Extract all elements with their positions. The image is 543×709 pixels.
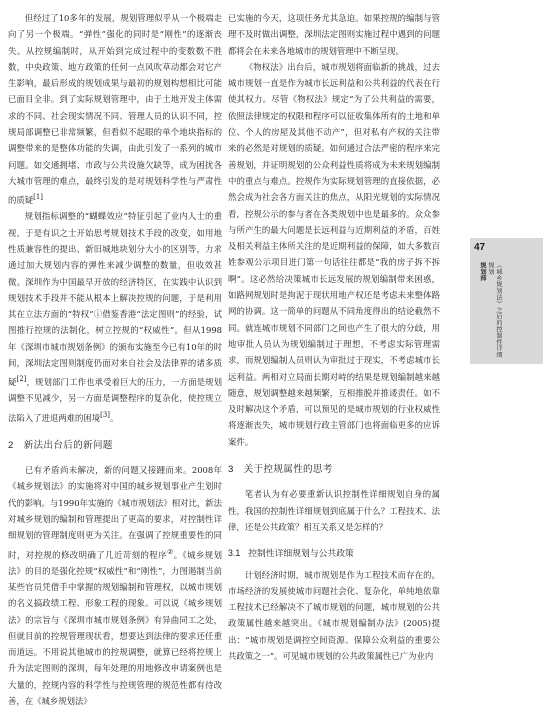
paragraph: 《物权法》出台后，城市规划将面临新的挑战，过去城市规划一直是作为城市长远利益和公共利益的代表在行使其权力。尽管《物权法》规定“为了公共利益的需要，依照法律规定的权限和程序可以征收集体所有的土地和单位、个人的房屋及其他不动产”，但对私有产权的关注带来的必然是对规划的质疑。如何通过合法严密的程序来完善规划，并证明规划的公众利益性质将成为未来规划编制中的重点与难点。控规作为实际规划管理的直接依据，必然会成为社会各方面关注的焦点，从阳光规划的实际情况看，控规公示的参与者在各类规划中也是最多的。众众参与所产生的最大问题是长远利益与近期利益的矛盾，百姓及相关利益主体所关注的是近期利益的保障，如大多数百姓参观公示项目进门第一句话往往都是“我的房子拆不拆啊”。这必然给决策城市长远发展的规划编制带来困惑，如路网规划时是拘泥于现状用地产权还是考虑未来整体路网的协调。这一简单的问题从不同角度得出的结论截然不同。就连城市规划不同部门之间也产生了很大的分歧，用地审批人员认为规划编制过于理想，不考虑实际管理需求，而规划编制人员则认为审批过于现实，不考虑城市长远利益。两相对立局面长期对峙的结果是规划编制越来越随意，规划调整越来越频繁，互相推脱并推诿责任。如不及时解决这个矛盾，可以预见的是城市规划的行业权威性将逐渐丧失，城市规划行政主管部门也将面临更多的应诉案件。 xyxy=(228,61,440,447)
footnote-marker[interactable]: ② xyxy=(166,547,174,556)
section-title: 关于控规属性的思考 xyxy=(243,464,333,476)
running-title: 《城乡规划法》之后的控制性详细规划 xyxy=(487,262,502,358)
reference-marker[interactable]: [2] xyxy=(16,375,27,384)
section-heading xyxy=(8,438,222,454)
subsection-title: 控制性详细规划与公共政策 xyxy=(248,549,354,560)
paragraph: 规划指标调整的“蝴蝶效应”特征引起了业内人士的重视，于是有识之士开始思考规划技术手段的改变，如用地性质兼容性的提出、新旧城地块划分大小的区别等，力求通过加大规划内容的弹性来减少调整的数量，但收效甚微。深圳作为中国最早开放的经济特区，在实践中认识到规划技术手段并不能从根本上解决控规的问题，于是利用其在立法方面的“特权”ⓘ借鉴香港“法定图则”的经验，试图推行控规的法制化，树立控规的“权威性”。但从1998年《深圳市城市规划条例》的颁布实施至今已有10年的时间，深圳法定图则制度仍面对来自社会及法律界的诸多质疑[2]，规划部门工作也承受着巨大的压力，一方面是规划调整不见减少，另一方面是调整程序的复杂化，使控规立法陷入了进退两难的困境[3]。 xyxy=(8,211,223,423)
section-number: 2 xyxy=(8,439,14,451)
section-heading xyxy=(228,462,440,478)
left-column xyxy=(8,10,223,707)
reference-marker[interactable]: [1] xyxy=(33,193,44,202)
paragraph: 但经过了10多年的发展，规划管理似乎从一个极端走向了另一个极端。“弹性”强化的同时是“刚性”的逐渐丧失。从控规编制时，从开始到完成过程中的变数数不胜数，中央政策、地方政策的任何一点风吹草动都会对它产生影响，最后形成的规划成果与最初的规划构想相比可能已面目全非。到了实际规划管理中，由于土地开发主体需求的不同、社会现实情况不同、管理人员的认识不同，控规局部调整已非常频繁，但看似不起眼的单个地块指标的调整带来的是整体功能的失调，由此引发了一系列的城市问题。如交通拥堵、市政与公共设施欠缺等，成为困扰各大城市管理的难点，最终引发的是对规划科学性与严肃性的质疑[1] xyxy=(8,13,222,206)
paragraph: 笔者认为有必要重新认识控制性详细规划自身的属性，我国的控制性详细规划到底属于什么？工程技术、法律，还是公共政策？相互关系又是怎样的？ xyxy=(228,489,440,532)
page-number: 47 xyxy=(474,242,486,253)
journal-title: 规划师 xyxy=(479,262,486,282)
section-number: 3 xyxy=(228,464,234,476)
paragraph: 已实施的今天，这项任务尤其急迫。如果控规的编制与管理不及时做出调整，深圳法定图则实施过程中遇到的问题都将会在未来各地城市的规划管理中不断呈现。 xyxy=(228,13,440,56)
section-title: 新法出台后的新问题 xyxy=(23,439,113,451)
reference-marker[interactable]: [3] xyxy=(100,410,111,419)
right-column xyxy=(228,10,440,694)
subsection-heading xyxy=(228,545,440,562)
paragraph: 已有矛盾尚未解决，新的问题又接踵而来。2008年《城乡规划法》的实施将对中国的城乡规划事业产生划时代的影响。与1990年实施的《城市规划法》相对比，新法对城乡规划的编制和管理提出了更高的要求，对控制性详细规划的管理制度则更为关注。在强调了控规重要性的同时，对控规的修改明确了几近苛刻的程序②。《城乡规划法》的目的是强化控规“权威性”和“刚性”，力图遏制当前某些官员凭借手中掌握的规划编制和管理权，以城市规划的名义搞政绩工程、形象工程的现象。可以说《城乡规划法》的宗旨与《深圳市城市规划条例》有异曲同工之处，但就目前的控规管理现状看，想要达到法律的要求还任重而道远。不用说其他城市的控规调整，就算已经将控规上升为法定图则的深圳，每年处理的用地修改申请案例也是大量的，控规内容的科学性与控规管理的规范性都有待改善，在《城乡规划法》 xyxy=(8,465,223,707)
subsection-number: 3.1 xyxy=(228,548,241,559)
paragraph: 计划经济时期，城市规划是作为工程技术而存在的。市场经济的发展使城市问题社会化、复杂化，单纯地依靠工程技术已经解决不了城市规划的问题，城市规划的公共政策属性越来越突出。《城市规划编制办法》(2005)提出：“城市规划是调控空间资源、保障公众利益的重要公共政策之一”。可见城市规划的公共政策属性已广为业内 xyxy=(228,569,440,661)
